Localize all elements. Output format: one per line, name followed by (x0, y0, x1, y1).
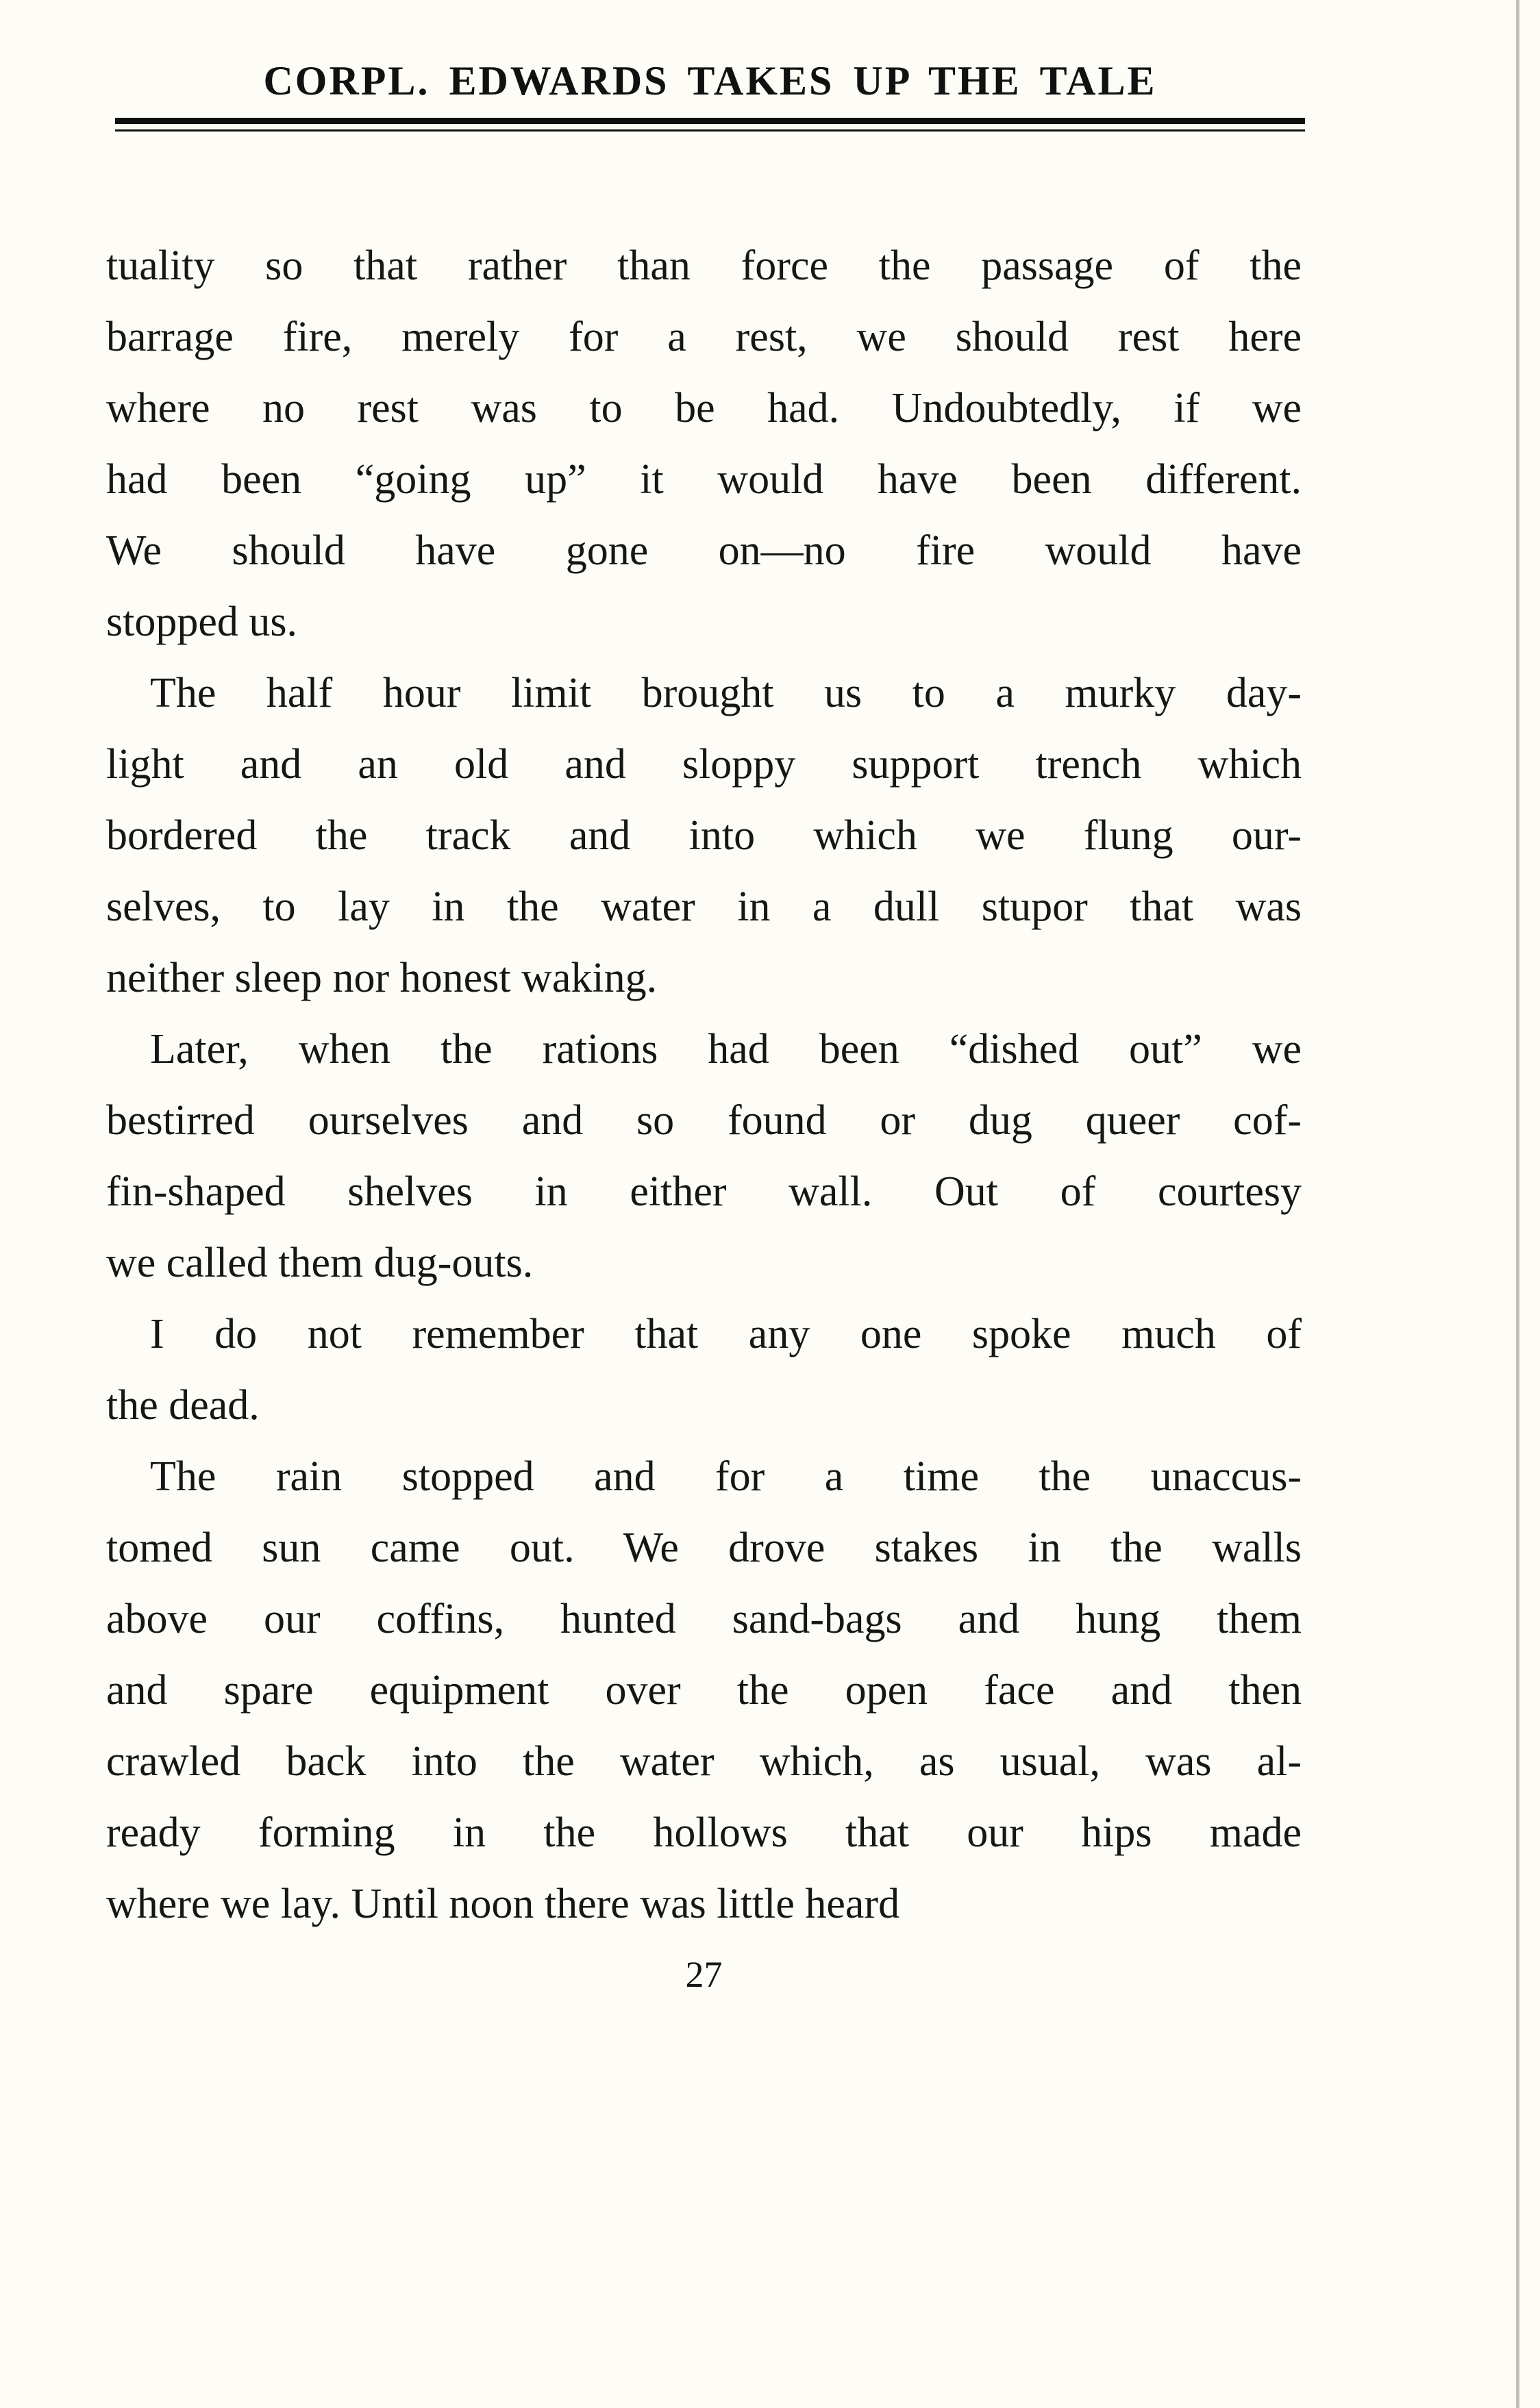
text-line: had been “going up” it would have been different. (106, 456, 1302, 503)
text-line: barrage fire, merely for a rest, we should rest here (106, 314, 1302, 360)
text-line: Later, when the rations had been “dished out” we (150, 1026, 1302, 1073)
text-line: where we lay. Until noon there was little heard (106, 1881, 900, 1927)
running-head: CORPL. EDWARDS TAKES UP THE TALE (263, 58, 1157, 103)
text-line: selves, to lay in the water in a dull stupor that was (106, 883, 1302, 930)
text-line: above our coffins, hunted sand-bags and hung them (106, 1596, 1302, 1642)
page-number: 27 (685, 1954, 723, 1995)
text-line: stopped us. (106, 599, 297, 645)
text-line: bestirred ourselves and so found or dug queer cof- (106, 1097, 1302, 1144)
text-line: tuality so that rather than force the passage of the (106, 242, 1302, 289)
text-line: ready forming in the hollows that our hips made (106, 1809, 1302, 1856)
text-line: fin-shaped shelves in either wall. Out of courtesy (106, 1168, 1302, 1215)
text-line: tomed sun came out. We drove stakes in the walls (106, 1525, 1302, 1571)
page-edge-line (1516, 0, 1519, 2408)
text-line: The half hour limit brought us to a murky day- (150, 670, 1302, 716)
text-line: where no rest was to be had. Undoubtedly, if we (106, 385, 1302, 431)
text-line: The rain stopped and for a time the unaccus- (150, 1453, 1302, 1500)
text-line: and spare equipment over the open face and then (106, 1667, 1302, 1714)
text-line: We should have gone on—no fire would have (106, 527, 1302, 574)
text-line: crawled back into the water which, as usual, was al- (106, 1738, 1302, 1785)
text-line: we called them dug-outs. (106, 1240, 534, 1286)
text-line: the dead. (106, 1382, 260, 1429)
header-double-rule (115, 118, 1305, 129)
text-block (106, 230, 1302, 1940)
text-line: I do not remember that any one spoke much of (150, 1311, 1302, 1357)
text-line: neither sleep nor honest waking. (106, 955, 658, 1001)
text-line: bordered the track and into which we flung our- (106, 812, 1302, 859)
text-line: light and an old and sloppy support trench which (106, 741, 1302, 788)
